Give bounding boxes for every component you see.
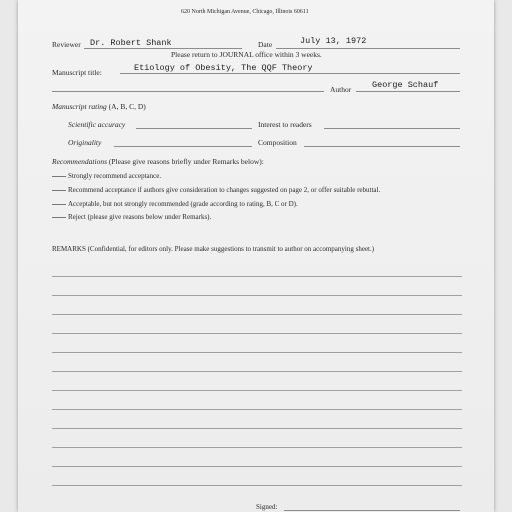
reviewer-value: Dr. Robert Shank xyxy=(90,38,172,48)
author-line xyxy=(356,91,460,92)
scientific-accuracy-line xyxy=(136,128,252,129)
signed-label: Signed: xyxy=(256,503,278,511)
manuscript-title-line-2 xyxy=(52,91,324,92)
originality-line xyxy=(114,146,252,147)
interest-to-readers-line xyxy=(324,128,460,129)
interest-to-readers-label: Interest to readers xyxy=(258,120,312,129)
remarks-note: (Confidential, for editors only. Please make suggestions to transmit to author on accompanying sheet.) xyxy=(87,245,375,253)
reviewer-label: Reviewer xyxy=(52,40,81,49)
date-value: July 13, 1972 xyxy=(300,36,367,46)
remarks-line[interactable] xyxy=(52,352,462,353)
checkbox-blank[interactable] xyxy=(52,176,66,177)
recommendations-heading-row xyxy=(52,157,264,166)
recommendation-option[interactable]: Strongly recommend acceptance. xyxy=(52,172,161,180)
recommendation-option[interactable]: Reject (please give reasons below under Remarks). xyxy=(52,213,211,221)
composition-label: Composition xyxy=(258,138,297,147)
remarks-line[interactable] xyxy=(52,276,462,277)
recommendations-heading: Recommendations xyxy=(52,157,107,166)
recommendation-option[interactable]: Recommend acceptance if authors give consideration to changes suggested on page 2, or offer suitable rebuttal. xyxy=(52,186,380,194)
author-label: Author xyxy=(330,85,352,94)
manuscript-title-label: Manuscript title: xyxy=(52,68,102,77)
checkbox-blank[interactable] xyxy=(52,190,66,191)
remarks-heading-row xyxy=(52,245,374,253)
rating-scale: (A, B, C, D) xyxy=(108,102,146,111)
remarks-line[interactable] xyxy=(52,314,462,315)
rating-heading: Manuscript rating xyxy=(52,102,107,111)
rating-heading-row xyxy=(52,102,146,111)
manuscript-title-value: Etiology of Obesity, The QQF Theory xyxy=(134,63,313,73)
date-label: Date xyxy=(258,40,273,49)
remarks-line[interactable] xyxy=(52,295,462,296)
checkbox-blank[interactable] xyxy=(52,204,66,205)
author-value: George Schauf xyxy=(372,80,439,90)
recommendations-note: (Please give reasons briefly under Remarks below): xyxy=(108,157,264,166)
remarks-line[interactable] xyxy=(52,371,462,372)
scientific-accuracy-label: Scientific accuracy xyxy=(68,120,126,129)
remarks-line[interactable] xyxy=(52,466,462,467)
remarks-line[interactable] xyxy=(52,428,462,429)
composition-line xyxy=(304,146,460,147)
header-address: 620 North Michigan Avenue, Chicago, Illinois 60611 xyxy=(181,9,309,15)
return-note: Please return to JOURNAL office within 3 weeks. xyxy=(171,50,322,59)
remarks-line[interactable] xyxy=(52,333,462,334)
originality-label: Originality xyxy=(68,138,102,147)
manuscript-title-line xyxy=(120,73,460,74)
remarks-line[interactable] xyxy=(52,447,462,448)
reviewer-line xyxy=(84,48,242,49)
remarks-line[interactable] xyxy=(52,390,462,391)
review-form-page xyxy=(18,0,494,512)
date-line xyxy=(276,48,460,49)
remarks-line[interactable] xyxy=(52,409,462,410)
signature-line[interactable] xyxy=(284,510,460,511)
checkbox-blank[interactable] xyxy=(52,217,66,218)
remarks-line[interactable] xyxy=(52,485,462,486)
remarks-heading: REMARKS xyxy=(52,245,86,253)
recommendation-option[interactable]: Acceptable, but not strongly recommended (grade according to rating, B, C or D). xyxy=(52,200,298,208)
